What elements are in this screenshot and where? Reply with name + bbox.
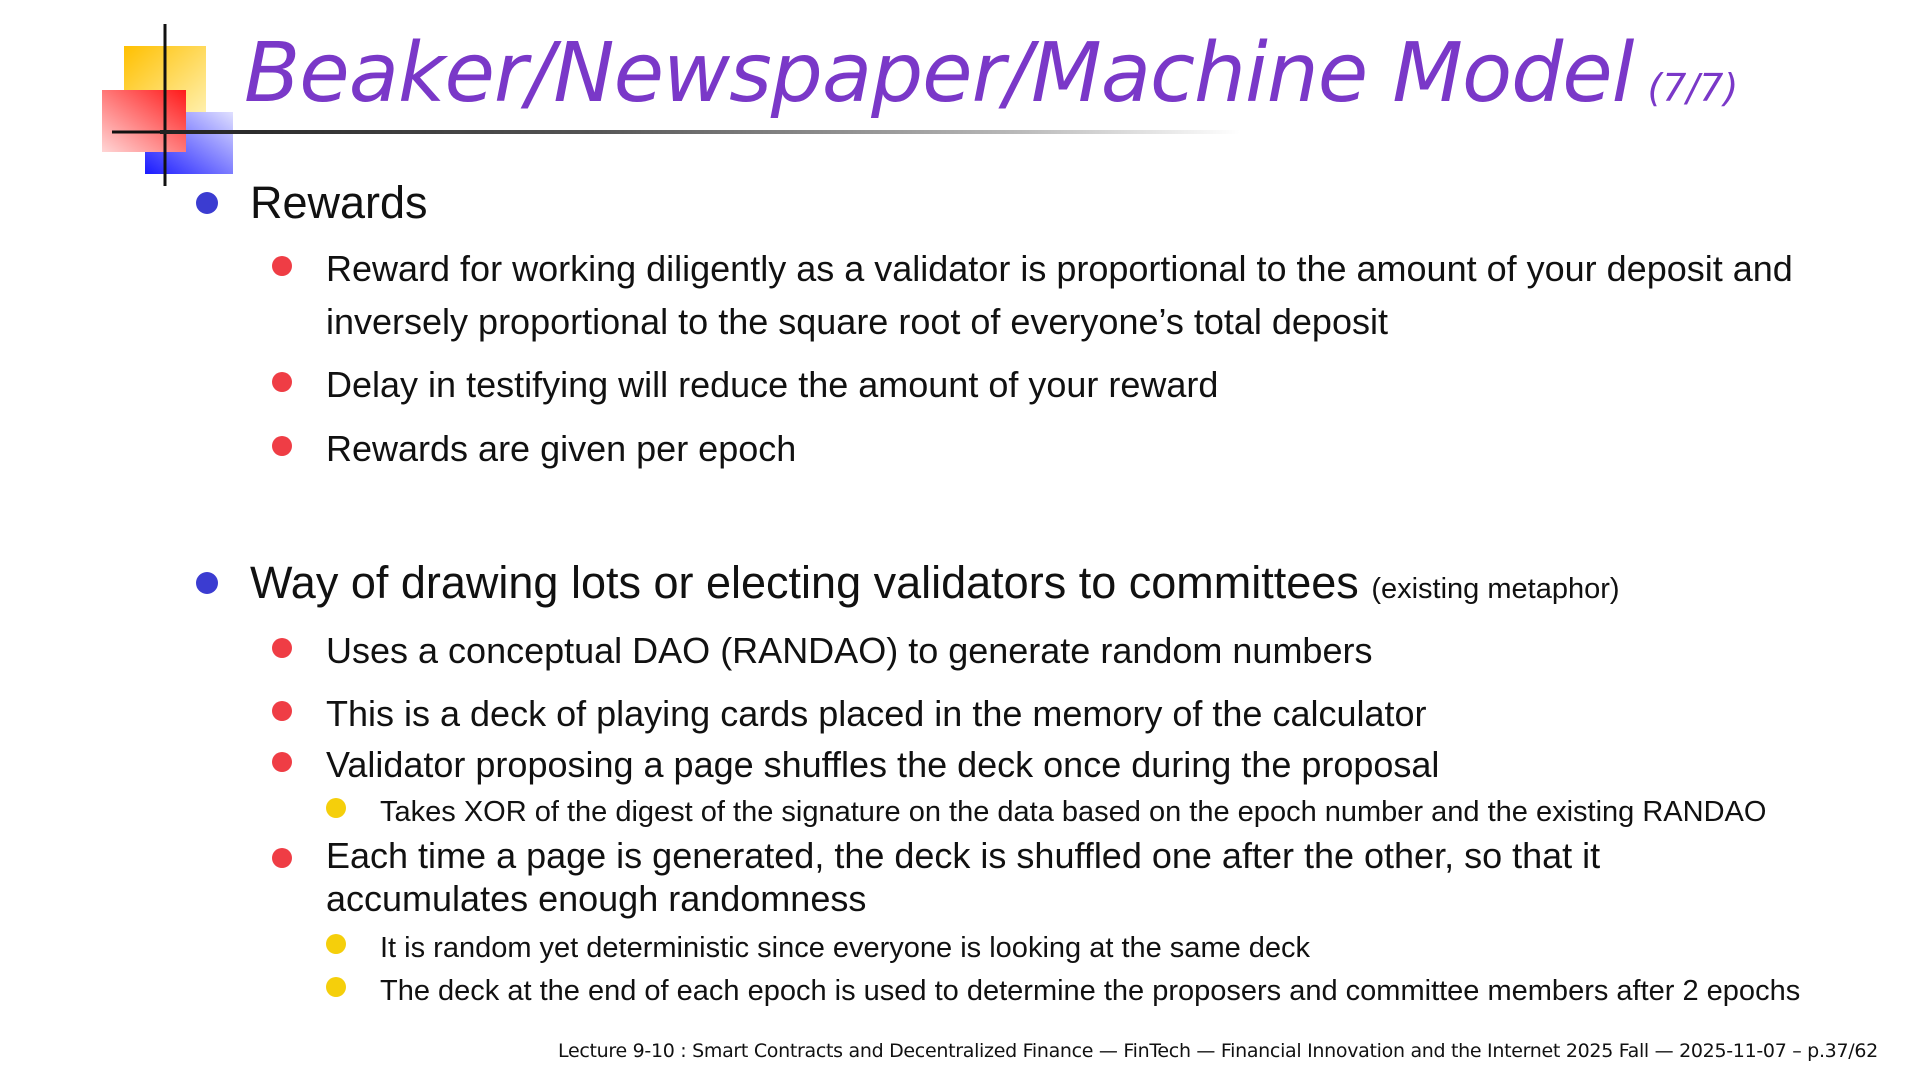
bullet-deck-shuffled: Each time a page is generated, the deck is shuffled one after the other, so that it accumulates enough randomness [326, 835, 1601, 919]
bullet-validator-shuffles: Validator proposing a page shuffles the deck once during the proposal [326, 738, 1439, 791]
bullet-drawing-lots: Way of drawing lots or electing validators to committees (existing metaphor) [250, 555, 1620, 617]
bullet-rewards-per-epoch: Rewards are given per epoch [326, 422, 796, 475]
slide-logo [0, 0, 240, 190]
title-underline [160, 130, 1240, 134]
bullet-reward-proportional: Reward for working diligently as a validator is proportional to the amount of your deposit and inversely proportional to the square root of everyone’s total deposit [326, 242, 1793, 348]
bullet-rewards: Rewards [250, 175, 428, 231]
heading-note: (existing metaphor) [1371, 573, 1620, 605]
logo-red-square [102, 90, 186, 152]
subbullet-random-deterministic: It is random yet deterministic since everyone is looking at the same deck [380, 928, 1310, 968]
bullet-deck-of-cards: This is a deck of playing cards placed in the memory of the calculator [326, 687, 1427, 740]
slide-page-tag: (7/7) [1647, 66, 1739, 110]
bullet-randao: Uses a conceptual DAO (RANDAO) to generate random numbers [326, 624, 1372, 677]
slide-title: Beaker/Newspaper/Machine Model (7/7) [244, 26, 1739, 121]
slide-footer: Lecture 9-10 : Smart Contracts and Decentralized Finance — FinTech — Financial Innovation and the Internet 2025 Fall — 2025-11-07 – p.37/62 [558, 1040, 1878, 1062]
bullet-delay-testifying: Delay in testifying will reduce the amount of your reward [326, 358, 1218, 411]
subbullet-xor-digest: Takes XOR of the digest of the signature on the data based on the epoch number and the existing RANDAO [380, 792, 1766, 832]
subbullet-deck-end-epoch: The deck at the end of each epoch is used to determine the proposers and committee members after 2 epochs [380, 971, 1800, 1011]
